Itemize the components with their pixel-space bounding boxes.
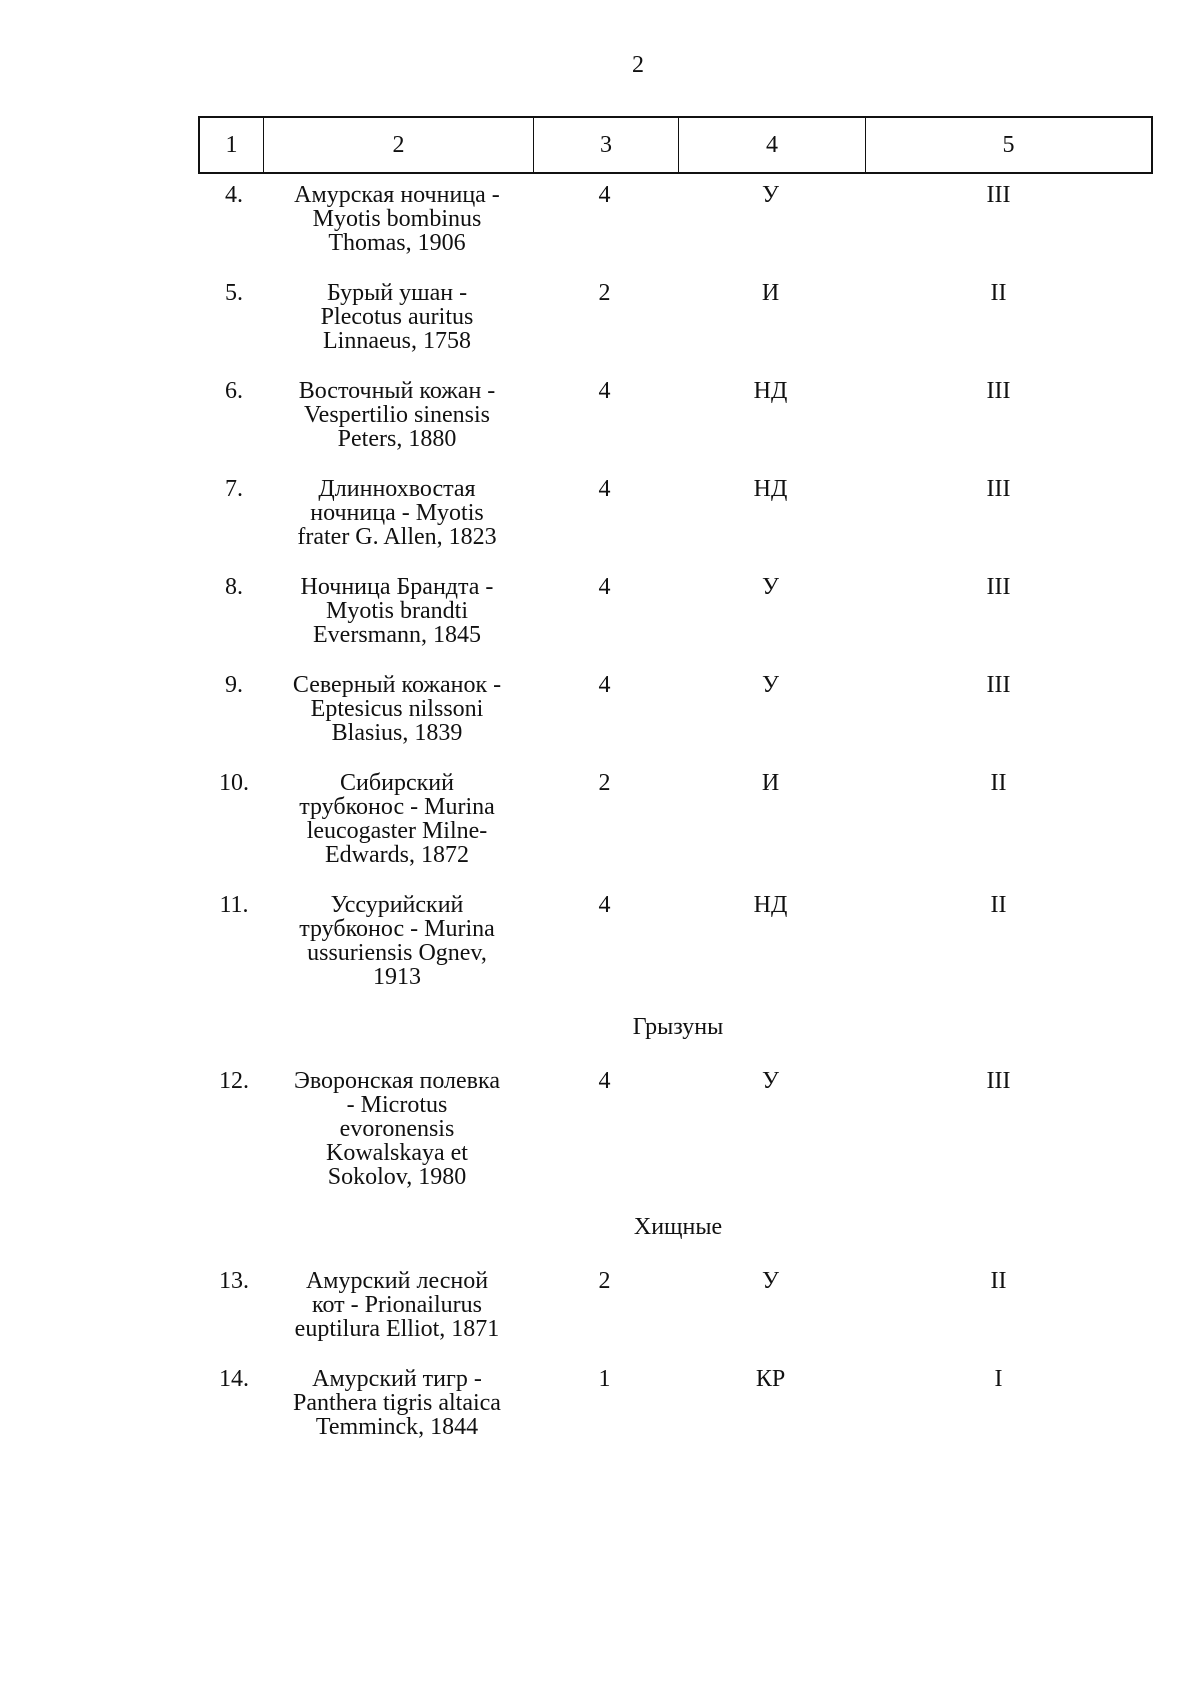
rarity-category: 4 (598, 182, 611, 208)
species-name (262, 379, 532, 451)
priority-level: II (990, 892, 1007, 918)
priority-level: II (990, 1268, 1007, 1294)
species-name-line: Myotis brandti (326, 598, 468, 624)
species-name-line: Ночница Брандта - (300, 574, 494, 600)
species-name-line: Sokolov, 1980 (327, 1164, 467, 1190)
species-name-line: Myotis bombinus (312, 206, 482, 232)
table-row (198, 575, 1153, 647)
rarity-category: 2 (598, 770, 611, 796)
row-number: 7. (225, 476, 243, 502)
species-name (262, 1069, 532, 1189)
table-row (198, 771, 1153, 867)
species-name-line: Blasius, 1839 (331, 720, 463, 746)
table-row (198, 1269, 1153, 1341)
table-row (198, 477, 1153, 549)
row-number: 10. (219, 770, 249, 796)
row-number: 9. (225, 672, 243, 698)
status-code: НД (753, 476, 788, 502)
species-name (262, 183, 532, 255)
table-row (198, 281, 1153, 353)
row-number: 12. (219, 1068, 249, 1094)
species-name (262, 1269, 532, 1341)
species-name-line: Бурый ушан - (326, 280, 468, 306)
table-row (198, 379, 1153, 451)
species-name-line: Thomas, 1906 (328, 230, 466, 256)
row-number: 4. (225, 182, 243, 208)
species-name-line: кот - Prionailurus (312, 1292, 482, 1318)
status-code: У (762, 574, 779, 600)
rarity-category: 4 (598, 672, 611, 698)
section-title: Хищные (633, 1214, 723, 1240)
status-code: У (762, 672, 779, 698)
priority-level: III (986, 378, 1011, 404)
species-name-line: Temminck, 1844 (315, 1414, 479, 1440)
rarity-category: 4 (598, 1068, 611, 1094)
species-name-line: Kowalskaya et (326, 1140, 468, 1166)
table-header (198, 116, 1153, 174)
status-code: НД (753, 892, 788, 918)
species-name-line: Vespertilio sinensis (304, 402, 490, 428)
species-name-line: Уссурийский (330, 892, 464, 918)
priority-level: III (986, 1068, 1011, 1094)
header-col-5: 5 (1002, 131, 1015, 158)
species-name-line: трубконос - Murina (299, 916, 495, 942)
status-code: КР (755, 1366, 786, 1392)
species-name-line: Восточный кожан - (298, 378, 496, 404)
header-col-1: 1 (200, 118, 264, 172)
status-code: НД (753, 378, 788, 404)
status-code: У (762, 182, 779, 208)
species-name-line: ночница - Myotis (310, 500, 484, 526)
species-name-line: Eversmann, 1845 (313, 622, 481, 648)
species-name-line: euptilura Elliot, 1871 (294, 1316, 500, 1342)
row-number: 6. (225, 378, 243, 404)
species-name-line: - Microtus (346, 1092, 448, 1118)
status-code: У (762, 1068, 779, 1094)
row-number: 8. (225, 574, 243, 600)
species-name (262, 1367, 532, 1439)
rarity-category: 4 (598, 574, 611, 600)
header-col-3: 3 (534, 118, 679, 172)
species-name (262, 893, 532, 989)
species-table-body (198, 183, 1153, 1465)
species-name-line: Эворонская полевка (294, 1068, 500, 1094)
table-row (198, 183, 1153, 255)
rarity-category: 2 (598, 1268, 611, 1294)
species-name-line: трубконос - Murina (299, 794, 495, 820)
species-name-line: leucogaster Milne- (306, 818, 488, 844)
species-name (262, 575, 532, 647)
header-col-2: 2 (264, 118, 534, 172)
status-code: И (761, 280, 780, 306)
table-row (198, 893, 1153, 989)
header-col-4: 4 (679, 118, 866, 172)
rarity-category: 4 (598, 378, 611, 404)
species-name-line: Panthera tigris altaica (293, 1390, 501, 1416)
row-number: 5. (225, 280, 243, 306)
species-name-line: Длиннохвостая (318, 476, 476, 502)
priority-level: II (990, 280, 1007, 306)
species-name-line: Plecotus auritus (320, 304, 474, 330)
rarity-category: 1 (598, 1366, 611, 1392)
priority-level: III (986, 476, 1011, 502)
rarity-category: 2 (598, 280, 611, 306)
species-name-line: Амурский тигр - (312, 1366, 482, 1392)
table-row (198, 1069, 1153, 1189)
species-name-line: Eptesicus nilssoni (310, 696, 484, 722)
species-name-line: Linnaeus, 1758 (323, 328, 471, 354)
row-number: 14. (219, 1366, 249, 1392)
row-number: 13. (219, 1268, 249, 1294)
species-name-line: ussuriensis Ognev, (307, 940, 487, 966)
table-row (198, 673, 1153, 745)
species-name-line: Северный кожанок - (292, 672, 502, 698)
species-name (262, 673, 532, 745)
rarity-category: 4 (598, 892, 611, 918)
page-number: 2 (632, 52, 644, 78)
species-name-line: Edwards, 1872 (325, 842, 469, 868)
species-name-line: Амурская ночница - (294, 182, 500, 208)
species-name-line: Сибирский (340, 770, 454, 796)
species-name-line: frater G. Allen, 1823 (297, 524, 497, 550)
status-code: У (762, 1268, 779, 1294)
priority-level: III (986, 672, 1011, 698)
priority-level: III (986, 574, 1011, 600)
species-name-line: 1913 (373, 964, 421, 990)
species-name-line: evoronensis (339, 1116, 455, 1142)
rarity-category: 4 (598, 476, 611, 502)
section-title: Грызуны (632, 1014, 724, 1040)
table-row (198, 1367, 1153, 1439)
priority-level: II (990, 770, 1007, 796)
status-code: И (761, 770, 780, 796)
priority-level: III (986, 182, 1011, 208)
species-name-line: Амурский лесной (305, 1268, 489, 1294)
row-number: 11. (219, 892, 249, 918)
species-name (262, 281, 532, 353)
priority-level: I (994, 1366, 1003, 1392)
species-name-line: Peters, 1880 (337, 426, 457, 452)
species-name (262, 477, 532, 549)
species-name (262, 771, 532, 867)
